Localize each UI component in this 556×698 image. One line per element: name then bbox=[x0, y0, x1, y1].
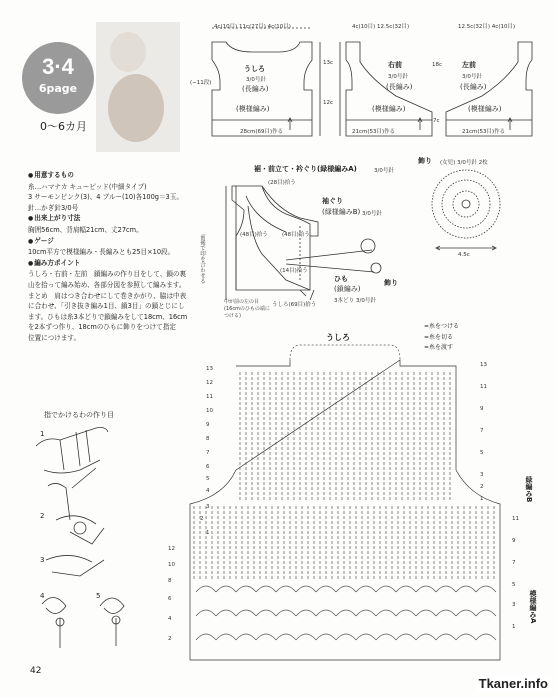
gauge-heading: ● ゲージ bbox=[28, 236, 206, 248]
cord-subtitle: (鎖編み) bbox=[334, 285, 361, 293]
left-front-pattern: (模様編み) bbox=[468, 105, 502, 113]
row-label-left: 4 bbox=[168, 616, 172, 622]
points-line: ます。ひもは糸3本どりで鎖編みをして18cm、16cm bbox=[28, 312, 188, 321]
right-front-pattern: (模様編み) bbox=[372, 105, 406, 113]
age-range: 0〜6カ月 bbox=[40, 120, 87, 133]
crochet-chart bbox=[190, 345, 500, 660]
step-1: 1 bbox=[40, 430, 45, 438]
materials-line: 3 サーモンピンク(3)、4 ブルー(10)各100g＝3玉。 bbox=[28, 193, 183, 202]
motif-subtitle: (女児) 3/0号針 2枚 bbox=[440, 160, 488, 166]
pattern-number: 3·4 bbox=[42, 54, 74, 79]
motif-width: 4.5c bbox=[458, 252, 470, 258]
back-pick-label: うしろ(69目)拾う bbox=[272, 302, 317, 308]
materials-heading: ● 用意するもの bbox=[28, 170, 206, 182]
motif-title: 飾り bbox=[418, 157, 432, 165]
flower-motif bbox=[432, 170, 500, 250]
finger-cast-on-title: 指でかけるわの作り目 bbox=[44, 411, 114, 419]
pattern-number-badge bbox=[22, 42, 94, 114]
page-reference: 6page bbox=[38, 82, 78, 95]
cord-needle: 3/0号針 bbox=[356, 298, 376, 304]
right-top-dims: 4c(10目) 12.5c(32目) bbox=[352, 24, 410, 30]
row-label-right: 11 bbox=[512, 516, 519, 522]
cord-title: ひも bbox=[334, 275, 348, 283]
pick-left: (48目)拾う bbox=[240, 232, 268, 238]
finger-illustrations bbox=[36, 428, 124, 649]
height-7: 7c bbox=[433, 118, 440, 124]
left-top-dims: 12.5c(32目) 4c(10目) bbox=[458, 24, 516, 30]
size-line: 胸囲56cm、背肩幅21cm、丈27cm。 bbox=[28, 225, 143, 234]
points-line: うしろ・右前・左前 鎖編みの作り目をして、鎖の裏 bbox=[28, 270, 187, 279]
step-2: 2 bbox=[40, 512, 45, 520]
points-line: を2本ずつ作り、18cmのひもに飾りをつけて指定 bbox=[28, 323, 176, 332]
back-top-dims: 4c(10目) 11c(27目) 4c(10目) bbox=[214, 24, 291, 30]
page-number: 42 bbox=[30, 666, 42, 676]
legend-item: =糸を切る bbox=[424, 333, 454, 341]
row-label-right: 9 bbox=[480, 406, 484, 412]
row-label-right: 3 bbox=[512, 602, 516, 608]
site-watermark: Tkaner.info bbox=[475, 675, 552, 692]
row-label-right: 11 bbox=[480, 384, 487, 390]
row-label-left: 8 bbox=[168, 578, 172, 584]
right-front-stitch: (長編み) bbox=[386, 83, 413, 91]
row-label-left: 7 bbox=[206, 450, 210, 456]
row-label-left: 4 bbox=[206, 488, 210, 494]
row-label-right: 5 bbox=[480, 450, 484, 456]
pick-top: (28目)拾う bbox=[268, 180, 296, 186]
row-label-left: 2 bbox=[200, 516, 204, 522]
step-5: 5 bbox=[96, 592, 101, 600]
instructions-block bbox=[28, 170, 206, 344]
row-label-right: 1 bbox=[480, 496, 484, 502]
row-label-right: 13 bbox=[480, 362, 487, 368]
row-label-left: 10 bbox=[206, 408, 213, 414]
legend-item: =糸をつける bbox=[424, 323, 460, 330]
right-front-chain: 21cm(53目)作る bbox=[352, 129, 396, 135]
materials-line: 針…かぎ針3/0号 bbox=[28, 203, 79, 212]
materials-line: 糸…ハマナカ キューピッド(中細タイプ) bbox=[28, 182, 147, 191]
points-heading: ● 編み方ポイント bbox=[28, 258, 206, 270]
cord-note: 3本どり bbox=[334, 298, 354, 304]
assembly-title: 裾・前立て・衿ぐり(緑様編みA) bbox=[254, 165, 357, 173]
border-a-label: 模様編みA bbox=[529, 590, 537, 624]
row-label-right: 2 bbox=[480, 484, 484, 490]
right-front-title: 右前 bbox=[388, 61, 402, 69]
height-12: 12c bbox=[323, 100, 334, 106]
row-label-left: 5 bbox=[206, 476, 210, 482]
row-label-left: 12 bbox=[206, 380, 213, 386]
side-note: 前後で印を合わせる bbox=[199, 234, 205, 284]
pick-right: (48目)拾う bbox=[282, 232, 310, 238]
back-needle: 3/0号針 bbox=[246, 77, 266, 83]
row-label-right: 3 bbox=[480, 472, 484, 478]
trim-label: 飾り bbox=[384, 279, 398, 287]
points-line: 位置につけます。 bbox=[28, 333, 81, 342]
row-label-left: 1 bbox=[206, 530, 210, 536]
row-label-right: 9 bbox=[512, 538, 516, 544]
back-stitch: (長編み) bbox=[242, 85, 269, 93]
back-title: うしろ bbox=[244, 65, 265, 73]
left-front-title: 左前 bbox=[462, 61, 476, 69]
row-label-left: 10 bbox=[168, 562, 175, 568]
height-13: 13c bbox=[323, 60, 334, 66]
left-front-outline bbox=[446, 42, 532, 136]
size-heading: ● 出来上がり寸法 bbox=[28, 213, 206, 225]
height-18: 18c bbox=[432, 62, 443, 68]
border-b-label: 緑編みB bbox=[525, 476, 533, 503]
row-label-right: 7 bbox=[512, 560, 516, 566]
chart-title: うしろ bbox=[326, 333, 350, 342]
row-label-left: 12 bbox=[168, 546, 175, 552]
back-pattern: (模様編み) bbox=[236, 105, 270, 113]
row-label-left: 11 bbox=[206, 394, 213, 400]
chart-legend bbox=[424, 322, 459, 354]
gauge-line: 10cm平方で模様編み・長編みとも25目×10段。 bbox=[28, 248, 175, 257]
row-label-left: 3 bbox=[206, 504, 210, 510]
assembly-needle: 3/0号針 bbox=[374, 168, 394, 174]
row-label-left: 8 bbox=[206, 436, 210, 442]
row-label-right: 7 bbox=[480, 428, 484, 434]
points-line: に合わせ、「引き抜き編み1目、鎖3目」の鎖とじにし bbox=[28, 302, 185, 311]
legend-item: =糸を渡す bbox=[424, 344, 454, 351]
row-label-left: 9 bbox=[206, 422, 210, 428]
points-line: 山を拾って編み始め、各部分図を参照して編みます。 bbox=[28, 280, 186, 289]
row-label-left: 13 bbox=[206, 366, 213, 372]
pick-sleeve: (14目)拾う bbox=[280, 268, 308, 274]
left-front-needle: 3/0号針 bbox=[462, 74, 482, 80]
step-3: 3 bbox=[40, 556, 45, 564]
row-label-left: 6 bbox=[206, 464, 210, 470]
back-chain: 28cm(69目)作る bbox=[240, 129, 284, 135]
sleeve-subtitle: (緑様編みB) bbox=[322, 208, 361, 216]
cord-left-note: 中が前の左の目(16cmのひもの端につける) bbox=[224, 299, 270, 319]
left-front-chain: 21cm(53目)作る bbox=[462, 129, 506, 135]
step-4: 4 bbox=[40, 592, 45, 600]
row-label-left: 6 bbox=[168, 596, 172, 602]
back-side-rows: (−11段) bbox=[190, 80, 212, 86]
row-label-right: 5 bbox=[512, 582, 516, 588]
assembly-outline bbox=[232, 186, 310, 290]
left-front-stitch: (長編み) bbox=[460, 83, 487, 91]
row-label-right: 1 bbox=[512, 624, 516, 630]
row-label-left: 2 bbox=[168, 636, 172, 642]
sleeve-needle: 3/0号針 bbox=[362, 211, 382, 217]
right-front-needle: 3/0号針 bbox=[388, 74, 408, 80]
sleeve-title: 袖ぐり bbox=[322, 197, 343, 205]
points-line: まとめ 肩はつき合わせにして巻きかがり、脇は中表 bbox=[28, 291, 187, 300]
